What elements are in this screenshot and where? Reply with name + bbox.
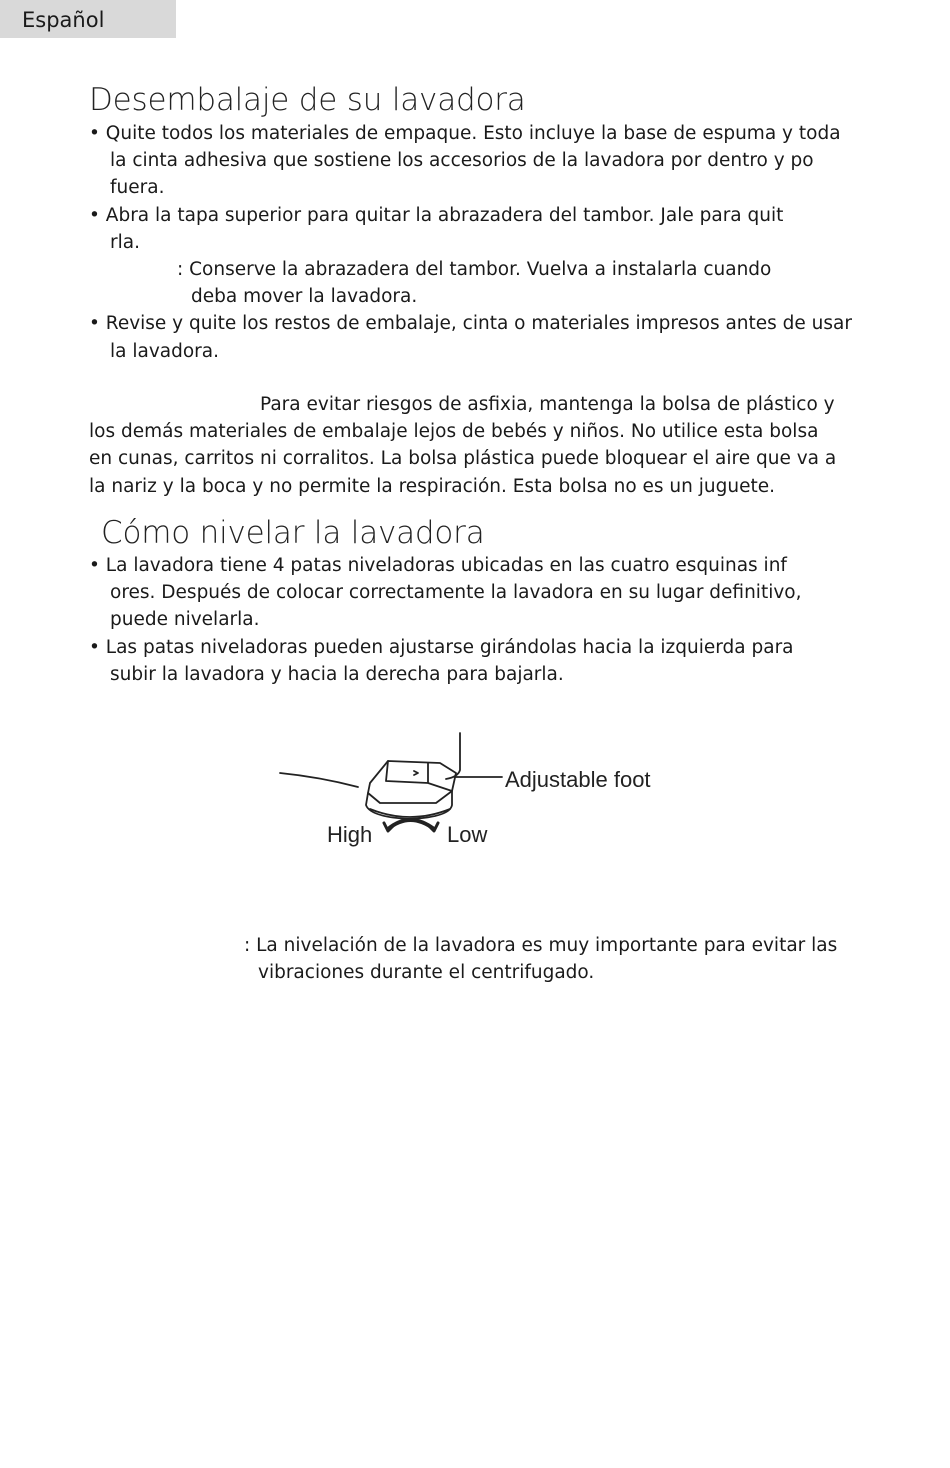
section-title-leveling: Cómo nivelar la lavadora	[101, 515, 485, 551]
drum-clamp-note: : Conserve la abrazadera del tambor. Vuelva a instalarla cuando deba mover la lavadora.	[177, 259, 772, 308]
unpacking-bullets	[89, 120, 879, 365]
bullet-item-2: • Abra la tapa superior para quitar la abrazadera del tambor. Jale para quit rla.	[89, 204, 784, 253]
machine-edge-line	[280, 773, 358, 787]
adjustable-foot-label: Adjustable foot	[505, 767, 651, 792]
bullet-item-3: • Revise y quite los restos de embalaje, cinta o materiales impresos antes de usar la lavadora.	[89, 313, 852, 362]
language-tab: Español	[0, 0, 176, 38]
foot-body	[366, 791, 452, 819]
bullet-item-4: • La lavadora tiene 4 patas niveladoras ubicadas en las cuatro esquinas inf ores. Después de colocar correctamente la lavadora en su lugar definitivo, puede nivelarla.	[89, 555, 802, 631]
leveling-note: : La nivelación de la lavadora es muy importante para evitar las vibraciones durante el centrifugado.	[244, 935, 838, 984]
suffocation-warning: Para evitar riesgos de asfixia, mantenga la bolsa de plástico y los demás materiales de embalaje lejos de bebés y niños. No utilice esta bolsa en cunas, carritos ni corralitos. La bolsa plástica puede bloquear el aire que va a la nariz y la boca y no permite la respiración. Esta bolsa no es un juguete.	[89, 394, 837, 497]
bullet-item-5: • Las patas niveladoras pueden ajustarse girándolas hacia la izquierda para subir la lavadora y hacia la derecha para bajarla.	[89, 636, 794, 685]
high-label: High	[327, 822, 373, 847]
adjustable-foot-diagram	[270, 725, 690, 855]
bullet-item-1: • Quite todos los materiales de empaque. Esto incluye la base de espuma y toda la cinta adhesiva que sostiene los accesorios de la lavadora por dentro y po fuera.	[89, 123, 841, 199]
low-label: Low	[447, 822, 488, 847]
section-title-unpacking: Desembalaje de su lavadora	[89, 82, 526, 118]
leveling-bullets	[89, 552, 879, 688]
